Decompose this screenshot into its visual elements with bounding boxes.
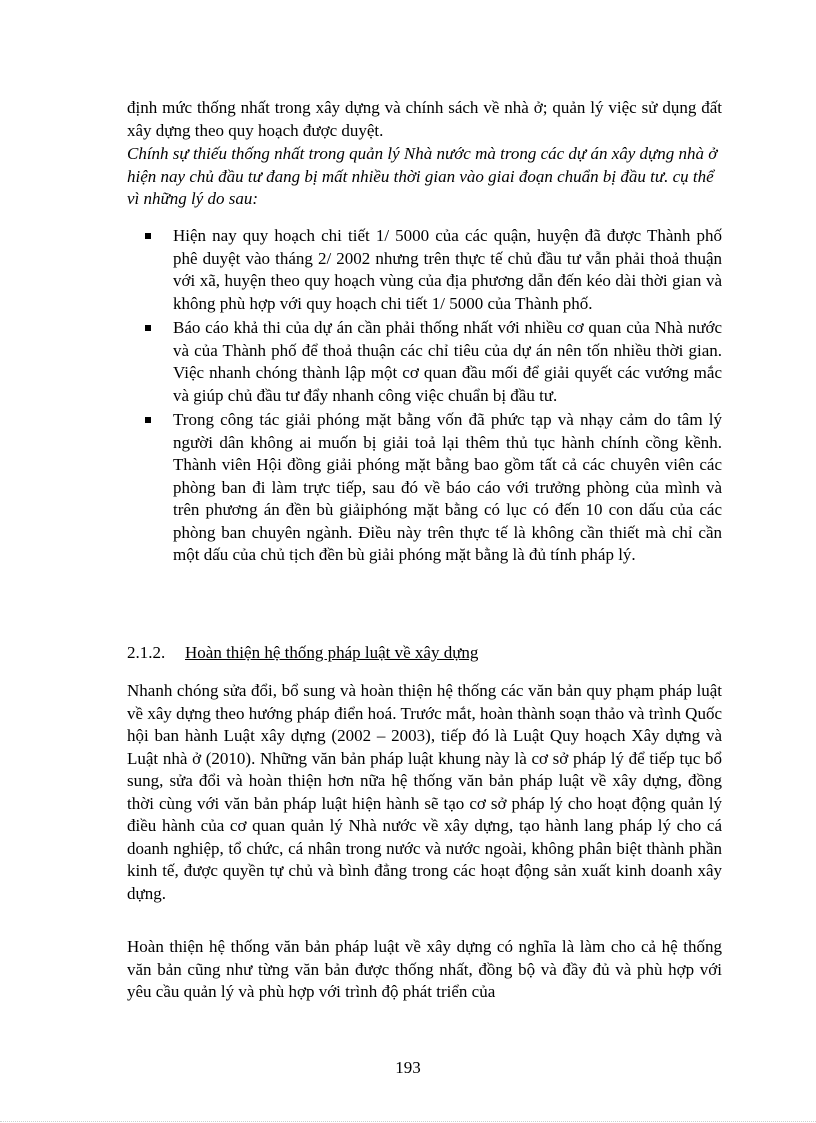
section-number: 2.1.2. — [127, 643, 166, 662]
list-item-text: Hiện nay quy hoạch chi tiết 1/ 5000 của các quận, huyện đã được Thành phố phê duyệt vào tháng 2/ 2002 nhưng trên thực tế chủ đầu tư vẫn phải thoả thuận với xã, huyện theo quy hoạch vùng của địa phương dẫn đến kéo dài thời gian và không phù hợp với quy hoạch chi tiết 1/ 5000 của Thành phố. — [173, 226, 722, 313]
bullet-square-icon — [145, 325, 151, 331]
section-title: Hoàn thiện hệ thống pháp luật về xây dựng — [185, 643, 479, 662]
bullet-list — [145, 225, 722, 569]
body-paragraph: Hoàn thiện hệ thống văn bản pháp luật về xây dựng có nghĩa là làm cho cả hệ thống văn bản cũng như từng văn bản được thống nhất, đồng bộ và đầy đủ và phù hợp với yêu cầu quản lý và phù hợp với trình độ phát triển của — [127, 937, 722, 1001]
bullet-square-icon — [145, 417, 151, 423]
list-item — [145, 317, 722, 407]
bullet-square-icon — [145, 233, 151, 239]
list-item — [145, 409, 722, 567]
page-number: 193 — [395, 1058, 421, 1077]
list-item-text: Trong công tác giải phóng mặt bằng vốn đã phức tạp và nhạy cảm do tâm lý người dân không ai muốn bị giải toả lại thêm thủ tục hành chính cồng kềnh. Thành viên Hội đồng giải phóng mặt bằng bao gồm tất cả các chuyên viên các phòng ban đi làm trực tiếp, sau đó về báo cáo với trưởng phòng của mình và trên phương án đền bù giảiphóng mặt bằng có lục có đến 10 con dấu của các phòng ban chuyên ngành. Điều này trên thực tế là không cần thiết mà chỉ cần một dấu của chủ tịch đền bù giải phóng mặt bằng là đủ tính pháp lý. — [173, 410, 722, 564]
body-paragraph: Nhanh chóng sửa đổi, bổ sung và hoàn thiện hệ thống các văn bản quy phạm pháp luật về xây dựng theo hướng pháp điển hoá. Trước mắt, hoàn thành soạn thảo và trình Quốc hội ban hành Luật xây dựng (2002 – 2003), tiếp đó là Luật Quy hoạch Xây dựng và Luật nhà ở (2010). Những văn bản pháp luật khung này là cơ sở pháp lý để tiếp tục bổ sung, sửa đổi và hoàn thiện hơn nữa hệ thống văn bản pháp luật về xây dựng, đồng thời cùng với văn bản pháp luật hiện hành sẽ tạo cơ sở pháp lý cho hoạt động quản lý điều hành của cơ quan quản lý Nhà nước về xây dựng, tạo hành lang pháp lý cho cá doanh nghiệp, tổ chức, cá nhân trong nước và nước ngoài, không phân biệt thành phần kinh tế, được quyền tự chủ và bình đẳng trong các hoạt động sản xuất kinh doanh xây dựng. — [127, 681, 722, 903]
list-item-text: Báo cáo khả thi của dự án cần phải thống nhất với nhiều cơ quan của Nhà nước và của Thành phố để thoả thuận các chỉ tiêu của dự án nên tốn nhiều thời gian. Việc nhanh chóng thành lập một cơ quan đầu mối để giải quyết các vướng mắc và giúp chủ đầu tư đẩy nhanh công việc chuẩn bị đầu tư. — [173, 318, 722, 405]
page-bottom-divider — [0, 1121, 816, 1122]
list-item — [145, 225, 722, 315]
italic-paragraph: Chính sự thiếu thống nhất trong quản lý Nhà nước mà trong các dự án xây dựng nhà ở hiện nay chủ đầu tư đang bị mất nhiều thời gian vào giai đoạn chuẩn bị đầu tư. cụ thể vì những lý do sau: — [127, 144, 718, 208]
section-heading — [127, 642, 478, 664]
intro-paragraph: định mức thống nhất trong xây dựng và chính sách về nhà ở; quản lý việc sử dụng đất xây dựng theo quy hoạch được duyệt. — [127, 98, 722, 140]
